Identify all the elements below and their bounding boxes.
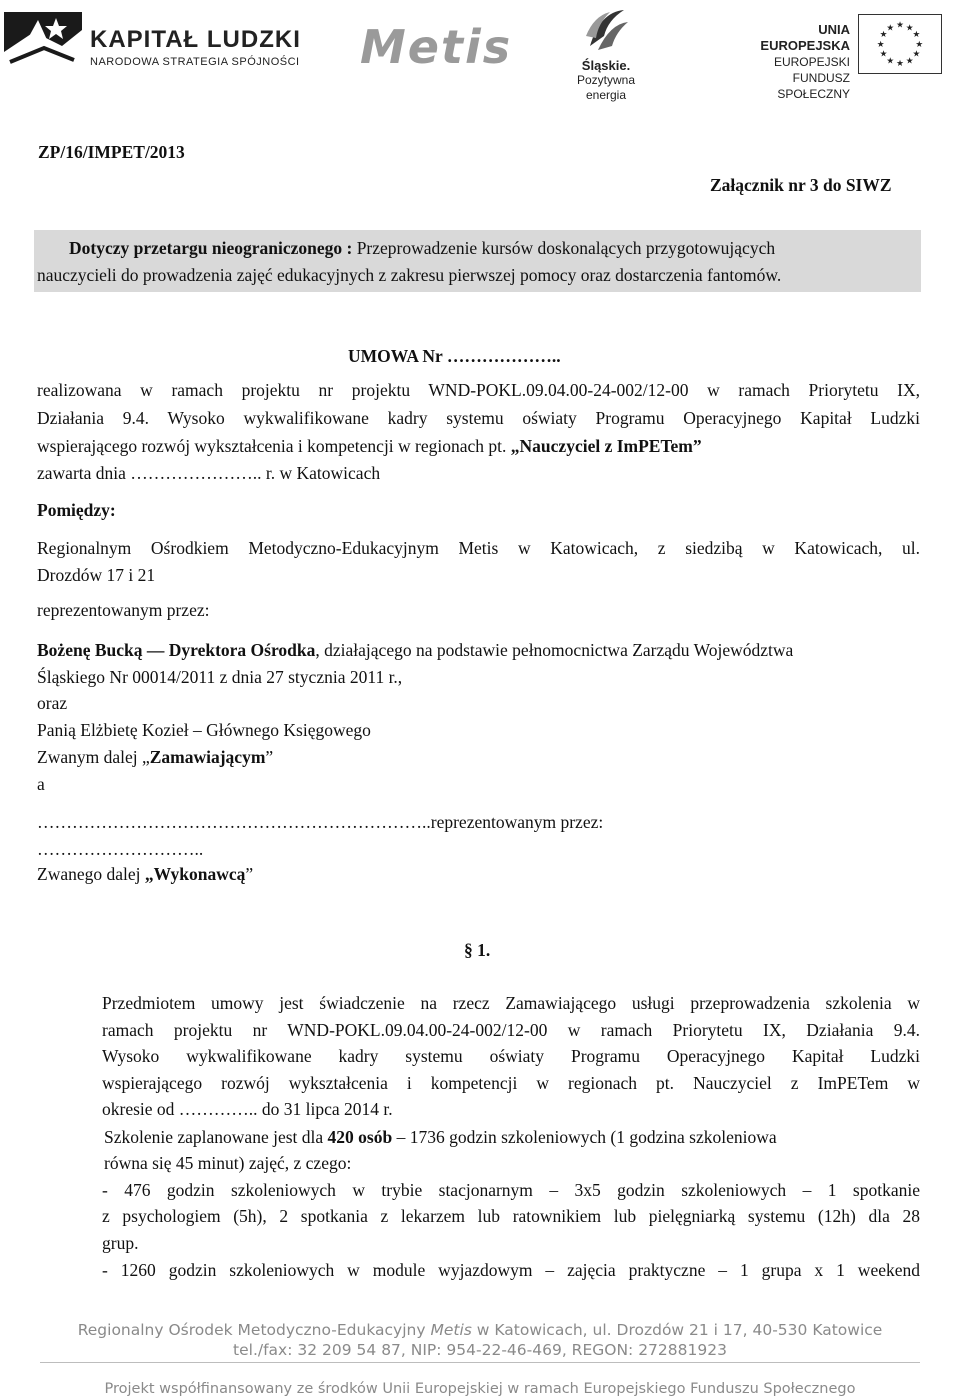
section-2-line-2: równa się 45 minut) zajęć, z czego: (104, 1153, 352, 1173)
paragraph-3-line-1 (37, 640, 793, 661)
contract-date-line: zawarta dnia ………………….. r. w Katowicach (37, 463, 381, 483)
project-region-text: wspierającego rozwój wykształcenia i kompetencji w regionach pt. (37, 436, 511, 456)
called-suffix: ” (265, 747, 274, 767)
director-name: Bożenę Bucką — Dyrektora Ośrodka (37, 640, 316, 660)
subject-rest: Przeprowadzenie kursów doskonalących przygotowujących (352, 238, 776, 258)
called-contractor-suffix: ” (245, 864, 254, 884)
svg-text:★: ★ (905, 56, 914, 67)
called-contractor-prefix: Zwanego dalej (37, 864, 145, 884)
footer-divider (40, 1362, 920, 1363)
subject-bold: Dotyczy przetargu nieograniczonego : (69, 238, 353, 258)
subject-line-2: nauczycieli do prowadzenia zajęć edukacyjnych z zakresu pierwszej pomocy oraz dostarczenia fantomów. (37, 265, 782, 285)
paragraph-1-line-1: realizowana w ramach projektu nr projektu WND-POKL.09.04.00-24-002/12-00 w ramach Priorytetu IX, (37, 380, 920, 400)
ue-line3: FUNDUSZ SPOŁECZNY (777, 71, 850, 101)
ue-line2: EUROPEJSKI (773, 55, 850, 69)
slaskie-name: Śląskie. (581, 58, 631, 73)
section-1-line-5: okresie od ………….. do 31 lipca 2014 r. (102, 1099, 393, 1119)
and-text: a (37, 774, 45, 794)
footer-cofinancing-line: Projekt współfinansowany ze środków Unii Europejskiej w ramach Europejskiego Funduszu Społecznego (104, 1381, 856, 1397)
paragraph-2-line-1: Regionalnym Ośrodkiem Metodyczno-Edukacyjnym Metis w Katowicach, z siedzibą w Katowicach, ul. (37, 538, 920, 558)
svg-text:★: ★ (896, 59, 904, 70)
section-1-line-4: wspierającego rozwój wykształcenia i kompetencji w regionach pt. Nauczyciel z ImPETem w (102, 1073, 920, 1093)
section-4-line-1: - 1260 godzin szkoleniowych w module wyjazdowym – zajęcia praktyczne – 1 grupa x 1 weekend (102, 1260, 920, 1280)
slaskie-logo-icon (580, 6, 632, 58)
section-1-line-2: ramach projektu nr WND-POKL.09.04.00-24-002/12-00 w ramach Priorytetu IX, Działania 9.4. (102, 1020, 920, 1040)
section-3-line-1: - 476 godzin szkoleniowych w trybie stacjonarnym – 3x5 godzin szkoleniowych – 1 spotkanie (102, 1180, 920, 1200)
logo-header (0, 0, 960, 100)
contractor-name: „Wykonawcą (144, 864, 246, 884)
svg-text:★: ★ (912, 49, 921, 60)
subject-line-1 (69, 238, 775, 259)
svg-text:★: ★ (905, 23, 914, 34)
ue-text (730, 22, 850, 102)
reference-number: ZP/16/IMPET/2013 (38, 142, 185, 162)
paragraph-1-line-3 (37, 436, 702, 457)
kapital-ludzki-text (90, 28, 301, 68)
section-2-line-1 (104, 1127, 777, 1148)
ordering-party-name: Zamawiającym (149, 747, 266, 767)
called-contractor-line (37, 864, 253, 885)
contractor-blank-line: …………………………………………………………..reprezentowanym przez: (37, 812, 604, 832)
svg-text:★: ★ (886, 56, 895, 67)
paragraph-2-line-2: Drozdów 17 i 21 (37, 565, 156, 585)
svg-text:★: ★ (912, 30, 921, 41)
oraz-text: oraz (37, 693, 68, 713)
director-authority: , działającego na podstawie pełnomocnictwa Zarządu Województwa (315, 640, 794, 660)
footer-address: w Katowicach, ul. Drozdów 21 i 17, 40-530 Katowice (471, 1321, 883, 1339)
svg-text:★: ★ (876, 39, 885, 50)
training-planned: Szkolenie zaplanowane jest dla (104, 1127, 328, 1147)
contractor-rep-blank: ……………………….. (37, 839, 204, 859)
annex-label: Załącznik nr 3 do SIWZ (710, 175, 892, 195)
kapital-ludzki-logo-icon (4, 12, 86, 76)
section-1-line-3: Wysoko wykwalifikowane kadry systemu oświaty Programu Operacyjnego Kapitał Ludzki (102, 1046, 920, 1066)
participants-count: 420 osób (327, 1127, 393, 1147)
section-1-line-1: Przedmiotem umowy jest świadczenie na rzecz Zamawiającego usługi przeprowadzenia szkolenia w (102, 993, 920, 1013)
between-label: Pomiędzy: (37, 500, 116, 520)
svg-text:★: ★ (879, 30, 888, 41)
called-prefix: Zwanym dalej „ (37, 747, 150, 767)
eu-flag-icon (858, 14, 942, 74)
section-3-line-3: grup. (102, 1233, 139, 1253)
svg-text:★: ★ (886, 23, 895, 34)
represented-by-label: reprezentowanym przez: (37, 600, 210, 620)
called-ordering-line (37, 747, 273, 768)
metis-logo: Metis (360, 20, 513, 74)
kl-subtitle: NARODOWA STRATEGIA SPÓJNOŚCI (90, 56, 300, 68)
footer-metis: Metis (430, 1321, 472, 1339)
paragraph-1-line-2: Działania 9.4. Wysoko wykwalifikowane kadry systemu oświaty Programu Operacyjnego Kapitał Ludzki (37, 408, 920, 428)
footer-address-line (0, 1321, 960, 1339)
project-title: „Nauczyciel z ImPETem” (510, 436, 702, 456)
slaskie-text (556, 58, 656, 103)
contract-title: UMOWA Nr ……………….. (348, 346, 561, 366)
accountant-line: Panią Elżbietę Kozieł – Głównego Księgowego (37, 720, 371, 740)
footer-contact-line: tel./fax: 32 209 54 87, NIP: 954-22-46-469, REGON: 272881923 (233, 1341, 727, 1359)
footer-org: Regionalny Ośrodek Metodyczno-Edukacyjny (77, 1321, 431, 1339)
svg-text:★: ★ (879, 49, 888, 60)
svg-text:★: ★ (896, 20, 904, 31)
slaskie-slogan: Pozytywna energia (576, 73, 636, 102)
svg-text:★: ★ (915, 39, 924, 50)
section-heading: § 1. (464, 940, 491, 960)
paragraph-3-line-2: Śląskiego Nr 00014/2011 z dnia 27 stycznia 2011 r., (37, 667, 403, 687)
ue-line1: UNIA EUROPEJSKA (760, 22, 850, 53)
section-3-line-2: z psychologiem (5h), 2 spotkania z lekarzem lub ratownikiem lub pielęgniarką systemu (12h) dla 28 (102, 1206, 920, 1226)
training-hours: – 1736 godzin szkoleniowych (1 godzina szkoleniowa (392, 1127, 777, 1147)
kl-title: KAPITAŁ LUDZKI (90, 26, 301, 53)
